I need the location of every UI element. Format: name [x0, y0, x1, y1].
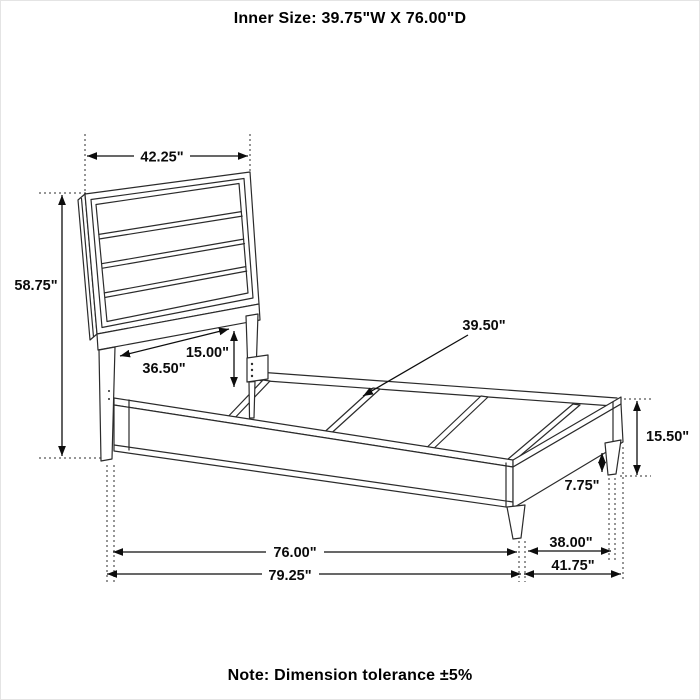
- dimension-footboard-height: [637, 401, 689, 475]
- front-foot-leg: [507, 505, 525, 539]
- dimension-overall-depth: [107, 567, 521, 584]
- inner-size-title: Inner Size: 39.75"W X 76.00"D: [233, 10, 467, 27]
- dimension-inner-depth: [113, 544, 517, 561]
- bed-dimension-diagram: [1, 1, 700, 700]
- slat: [319, 388, 380, 438]
- rear-foot-leg: [605, 440, 621, 475]
- far-side-rail: [258, 372, 617, 406]
- dimension-headboard-width: [87, 148, 248, 166]
- dimension-label: 76.00": [273, 545, 317, 561]
- headboard-front-leg: [99, 347, 115, 461]
- tolerance-note: Note: Dimension tolerance ±5%: [227, 667, 473, 684]
- dimension-label: 7.75": [564, 478, 600, 494]
- dimension-label: 15.00": [185, 345, 229, 361]
- extension-lines-left-bottom: [39, 458, 114, 582]
- leader-line: [363, 335, 468, 396]
- dimension-foot-inner-width: [528, 535, 611, 551]
- screw-dot: [251, 369, 253, 371]
- dimension-overall-height: [14, 195, 62, 456]
- near-side-rail: [114, 398, 513, 508]
- bed-line-art: [78, 172, 623, 539]
- dimension-rail-to-headboard: [186, 331, 234, 387]
- dimension-label: 42.25": [140, 149, 184, 166]
- dimension-label: 79.25": [268, 568, 312, 584]
- dimension-label: 38.00": [549, 535, 593, 551]
- far-rail-edges: [258, 372, 617, 406]
- rail-bracket: [247, 355, 268, 382]
- headboard-rear-leg-lower: [249, 382, 255, 419]
- screw-dot: [251, 363, 253, 365]
- dimension-label: 41.75": [551, 558, 595, 574]
- dimension-label: 15.50": [646, 429, 690, 445]
- screw-dot: [251, 375, 253, 377]
- dimension-label: 36.50": [142, 361, 186, 377]
- dimension-label: 39.50": [462, 318, 506, 334]
- screw-dot: [108, 398, 110, 400]
- dimension-overall-width: [524, 558, 621, 574]
- dimension-label: 58.75": [14, 278, 58, 294]
- slat: [421, 396, 488, 454]
- screw-dot: [108, 390, 110, 392]
